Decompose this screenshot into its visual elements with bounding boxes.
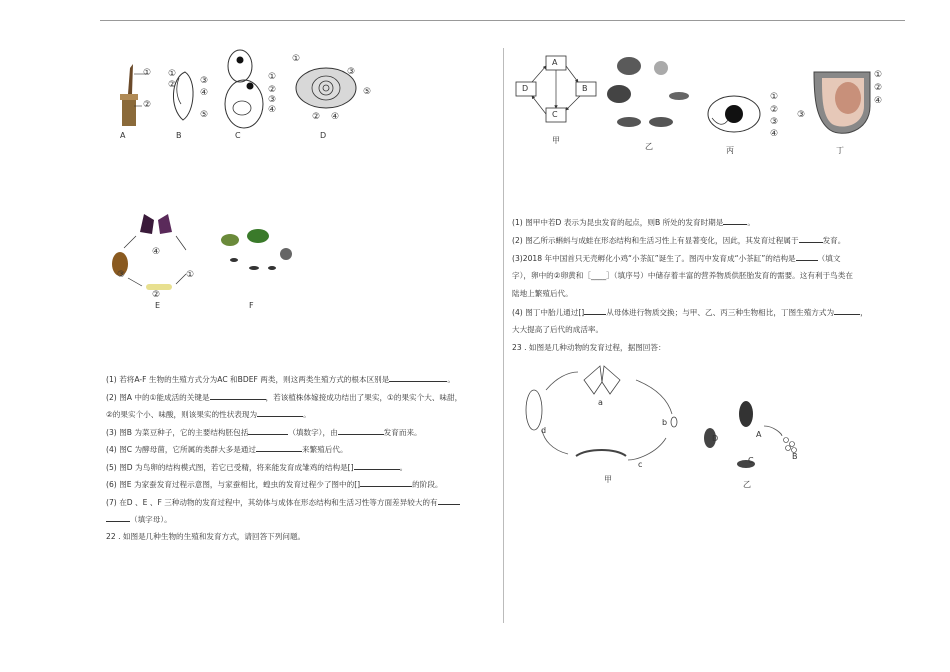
fig-b-label-5: ⑤	[200, 110, 209, 120]
question-21-7-cont: （填字母）。	[106, 513, 172, 526]
answer-blank[interactable]	[796, 252, 818, 261]
answer-blank[interactable]	[834, 306, 860, 315]
fig-b-label-4: ④	[200, 88, 209, 98]
fig-e-caption: E	[155, 301, 161, 310]
fig-bing-label-1: ①	[770, 92, 779, 102]
figure-ding-fetus	[808, 66, 876, 140]
question-22-header: 22 . 如图是几种生物的生殖和发育方式，请回答下列问题。	[106, 532, 306, 541]
fig-d-caption: D	[320, 131, 327, 140]
figure-e-silkworm-cycle	[106, 212, 206, 302]
question-21-2: (2) 图A 中的①能成活的关键是 ，若该植株体嫁接成功结出了果实，①的果实个大、味甜，	[106, 393, 463, 402]
fig23-label-D: D	[712, 434, 719, 443]
fig-b-label-3: ③	[200, 76, 209, 86]
question-21-1: (1) 若将A-F 生物的生殖方式分为AC 和BDEF 两类，则这两类生殖方式的根本区别是 。	[106, 375, 455, 384]
fig23-label-A: A	[756, 430, 762, 439]
answer-blank[interactable]	[354, 461, 400, 470]
fig-d-label-2: ②	[312, 112, 321, 122]
fig-a-label-1: ①	[143, 68, 152, 78]
question-23-header: 23 . 如图是几种动物的发育过程，据图回答：	[512, 343, 666, 352]
fig-ding-label-2: ②	[874, 83, 883, 93]
column-divider	[503, 48, 504, 623]
node-d: D	[522, 84, 529, 93]
fig-c-caption: C	[235, 131, 241, 140]
fig-e-label-2: ②	[152, 290, 161, 300]
fig-d-label-4: ④	[331, 112, 340, 122]
figure-c-yeast	[222, 46, 272, 130]
figure-bing-egg	[706, 92, 768, 136]
answer-blank[interactable]	[584, 306, 606, 315]
answer-blank[interactable]	[210, 391, 266, 400]
fig-ding-caption: 丁	[836, 146, 844, 155]
fig23-label-a: a	[598, 398, 603, 407]
fig-bing-label-4: ④	[770, 129, 779, 139]
question-21-7: (7) 在D 、E 、F 三种动物的发育过程中，其幼体与成体在形态结构和生活习性等方面差异较大的有	[106, 496, 460, 509]
answer-blank[interactable]	[723, 216, 747, 225]
fig-e-label-3: ③	[117, 270, 126, 280]
fig-d-label-3: ③	[347, 67, 356, 77]
fig23-label-c: c	[638, 460, 643, 469]
fig-a-label-2: ②	[143, 100, 152, 110]
question-21-3: (3) 图B 为菜豆种子，它的主要结构胚包括 （填数字），由 发育而来。	[106, 428, 422, 437]
fig23-label-B: B	[792, 452, 798, 461]
page-top-rule	[100, 20, 905, 21]
figure-a-grafting	[112, 60, 160, 132]
question-21-5: (5) 图D 为鸟卵的结构模式图，若它已受精，将来能发育成雏鸡的结构是[] 。	[106, 463, 408, 472]
figure-23-jia-butterfly-cycle	[516, 360, 694, 476]
fig-bing-label-3: ③	[770, 117, 779, 127]
figure-f-frog-cycle	[214, 226, 298, 276]
fig-e-label-4: ④	[152, 247, 161, 257]
fig-ding-label-4: ④	[874, 96, 883, 106]
question-22-3-cont2: 陆地上繁殖后代。	[512, 289, 573, 298]
fig-c-label-2: ②	[268, 85, 277, 95]
fig-b-label-1: ①	[168, 69, 177, 79]
answer-blank[interactable]	[438, 496, 460, 505]
answer-blank[interactable]	[248, 426, 288, 435]
fig-bing-label-2: ②	[770, 105, 779, 115]
fig-d-label-5: ⑤	[363, 87, 372, 97]
fig23-yi-caption: 乙	[743, 480, 751, 489]
question-22-4-cont: 大大提高了后代的成活率。	[512, 325, 604, 334]
fig-yi-caption: 乙	[645, 142, 653, 151]
node-c: C	[552, 110, 558, 119]
node-b: B	[582, 84, 588, 93]
fig23-jia-caption: 甲	[604, 475, 612, 484]
question-22-1: (1) 图甲中若D 表示为昆虫发育的起点，则B 所处的发育时期是 。	[512, 218, 755, 227]
fig-c-label-3: ③	[268, 95, 277, 105]
fig23-label-C: C	[748, 456, 754, 465]
answer-blank[interactable]	[389, 373, 447, 382]
fig-b-caption: B	[176, 131, 182, 140]
fig-e-label-1: ①	[186, 270, 195, 280]
fig-d-label-1: ①	[292, 54, 301, 64]
question-22-3-cont: 字），卵中的②卵黄和［____］（填序号）中储存着丰富的营养物质供胚胎发育的需要。这有利于鸟类在	[512, 271, 853, 280]
fig-jia-caption: 甲	[552, 136, 560, 145]
fig-ding-label-3: ③	[797, 110, 806, 120]
fig-f-caption: F	[249, 301, 254, 310]
fig-ding-label-1: ①	[874, 70, 883, 80]
fig23-label-d: d	[541, 426, 547, 435]
question-22-4: (4) 图丁中胎儿通过[] 从母体进行物质交换；与甲、乙、丙三种生物相比，丁图生殖方式为 ，	[512, 308, 868, 317]
fig-b-label-2: ②	[168, 80, 177, 90]
question-21-4: (4) 图C 为酵母菌，它所属的类群大多是通过 来繁殖后代。	[106, 445, 348, 454]
answer-blank[interactable]	[799, 234, 823, 243]
fig-a-caption: A	[120, 131, 126, 140]
question-21-6: (6) 图E 为家蚕发育过程示意图，与家蚕相比，蝗虫的发育过程少了图中的[] 的阶段。	[106, 480, 443, 489]
fig-c-label-1: ①	[268, 72, 277, 82]
question-22-3: (3)2018 年中国首只无壳孵化小鸡“小茶缸”诞生了。图丙中发育成“小茶缸”的结构是 （填文	[512, 254, 841, 263]
answer-blank[interactable]	[257, 408, 303, 417]
fig23-label-b: b	[662, 418, 668, 427]
node-a: A	[552, 58, 558, 67]
answer-blank[interactable]	[256, 443, 302, 452]
answer-blank[interactable]	[106, 513, 130, 522]
answer-blank[interactable]	[360, 478, 412, 487]
fig-bing-caption: 丙	[726, 146, 734, 155]
figure-yi-frog-cycle	[603, 52, 695, 134]
question-21-2-cont: ②的果实个小、味酸，则该果实的性状表现为 。	[106, 410, 311, 419]
fig-c-label-4: ④	[268, 105, 277, 115]
answer-blank[interactable]	[338, 426, 384, 435]
question-22-2: (2) 图乙所示蝌蚪与成蛙在形态结构和生活习性上有显著变化，因此，其发育过程属于 发育。	[512, 236, 846, 245]
